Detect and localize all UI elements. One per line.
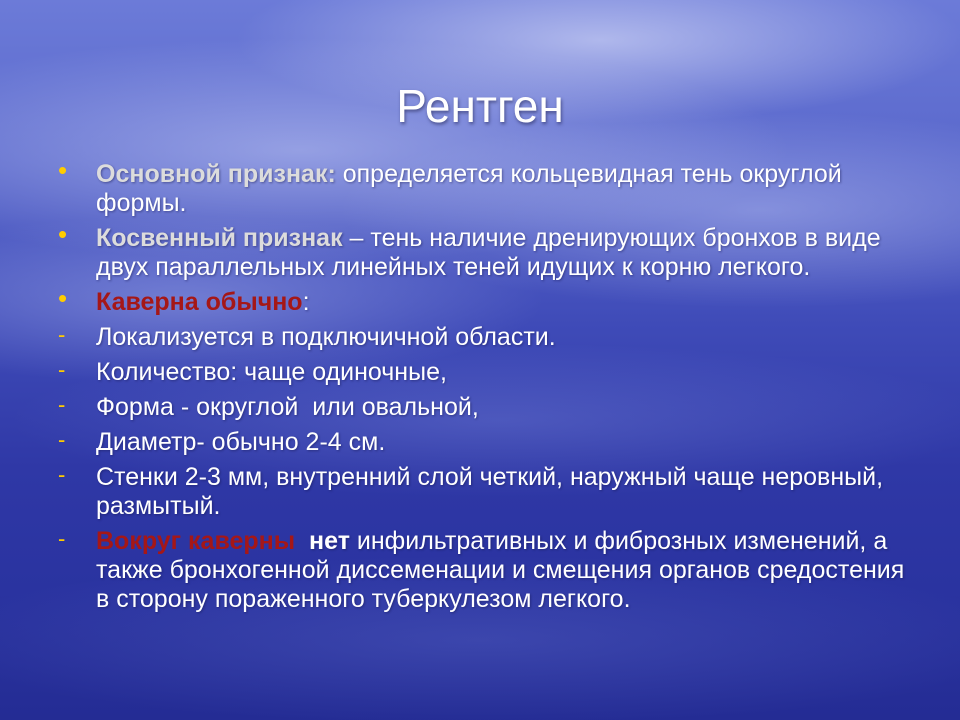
dash-item-localization bbox=[58, 323, 918, 352]
bullet-text: определяется кольцевидная тень округлой формы. bbox=[96, 160, 842, 217]
dash-icon: - bbox=[58, 526, 66, 551]
bullet-dot-icon: • bbox=[58, 219, 68, 249]
bullet-dot-icon: • bbox=[58, 283, 68, 313]
bullet-lead: Основной признак: bbox=[96, 160, 336, 188]
dash-text: Диаметр- обычно 2-4 см. bbox=[96, 428, 386, 456]
dash-item-shape bbox=[58, 393, 918, 422]
dash-item-surroundings bbox=[58, 527, 918, 614]
bullet-dot-icon: • bbox=[58, 155, 68, 185]
dash-item-count bbox=[58, 358, 918, 387]
dash-text: инфильтративных и фиброзных изменений, а также бронхогенной диссеменации и смещения органов средостения в сторону пораженного туберкулезом легкого. bbox=[96, 527, 905, 613]
dash-item-diameter bbox=[58, 428, 918, 457]
dash-item-walls bbox=[58, 463, 918, 521]
dash-emphasis: нет bbox=[309, 527, 350, 555]
dash-text: Локализуется в подключичной области. bbox=[96, 323, 556, 351]
dash-icon: - bbox=[58, 427, 66, 452]
dash-gap bbox=[295, 527, 309, 555]
bullet-text: : bbox=[302, 288, 310, 316]
bullet-item-cavern bbox=[58, 283, 918, 317]
bullet-lead: Каверна обычно bbox=[96, 288, 303, 316]
bullet-item-indirect-sign bbox=[58, 219, 918, 282]
dash-text: Стенки 2-3 мм, внутренний слой четкий, наружный чаще неровный, размытый. bbox=[96, 463, 884, 520]
bullet-item-main-sign bbox=[58, 155, 918, 218]
bullet-lead: Косвенный признак bbox=[96, 224, 343, 252]
dash-icon: - bbox=[58, 392, 66, 417]
dash-text: Форма - округлой или овальной, bbox=[96, 393, 479, 421]
slide-title: Рентген bbox=[396, 80, 564, 132]
dash-icon: - bbox=[58, 462, 66, 487]
dash-icon: - bbox=[58, 357, 66, 382]
bullet-list bbox=[58, 155, 918, 620]
dash-lead: Вокруг каверны bbox=[96, 527, 296, 555]
dash-icon: - bbox=[58, 322, 66, 347]
dash-text: Количество: чаще одиночные, bbox=[96, 358, 447, 386]
bullet-text: – тень наличие дренирующих бронхов в виде двух параллельных линейных теней идущих к корню легкого. bbox=[96, 224, 881, 281]
